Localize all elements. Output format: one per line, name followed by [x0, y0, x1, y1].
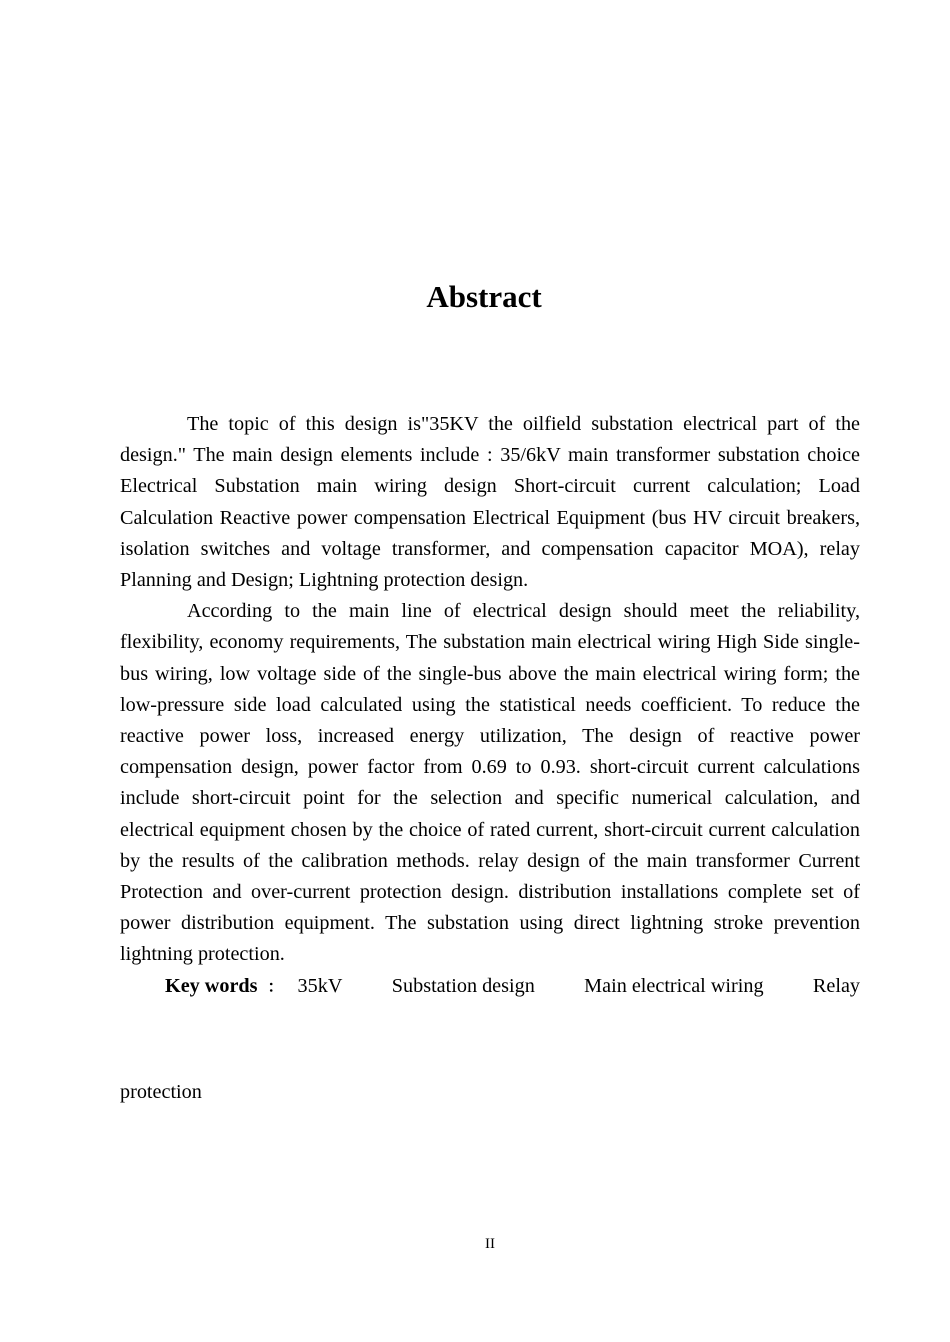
abstract-body — [120, 409, 860, 1002]
page-number: II — [485, 1236, 495, 1252]
keywords-line — [120, 971, 860, 1002]
keyword-item: Main electrical wiring — [584, 974, 764, 997]
keywords-label: Key words — [165, 974, 258, 997]
keyword-continuation: protection — [120, 1081, 202, 1103]
abstract-paragraph-1: The topic of this design is"35KV the oilfield substation electrical part of the design." The main design elements include : 35/6kV main transformer substation choice Electrical Substation main wiring design Short-circuit current calculation; Load Calculation Reactive power compensation Electrical Equipment (bus HV circuit breakers, isolation switches and voltage transformer, and compensation capacitor MOA), relay Planning and Design; Lightning protection design. — [120, 413, 860, 592]
abstract-paragraph-2: According to the main line of electrical design should meet the reliability, flexibility, economy requirements, The substation main electrical wiring High Side single-bus wiring, low voltage side of the single-bus above the main electrical wiring form; the low-pressure side load calculated using the statistical needs coefficient. To reduce the reactive power loss, increased energy utilization, The design of reactive power compensation design, power factor from 0.69 to 0.93. short-circuit current calculations include short-circuit point for the selection and specific numerical calculation, and electrical equipment chosen by the choice of rated current, short-circuit current calculation by the results of the calibration methods. relay design of the main transformer Current Protection and over-current protection design. distribution installations complete set of power distribution equipment. The substation using direct lightning stroke prevention lightning protection. — [120, 600, 860, 966]
keywords-colon: ： — [267, 978, 284, 996]
keyword-item: Relay — [812, 974, 861, 997]
keyword-item: Substation design — [391, 974, 535, 997]
keyword-item: 35kV — [297, 974, 343, 997]
abstract-title: Abstract — [426, 279, 542, 314]
